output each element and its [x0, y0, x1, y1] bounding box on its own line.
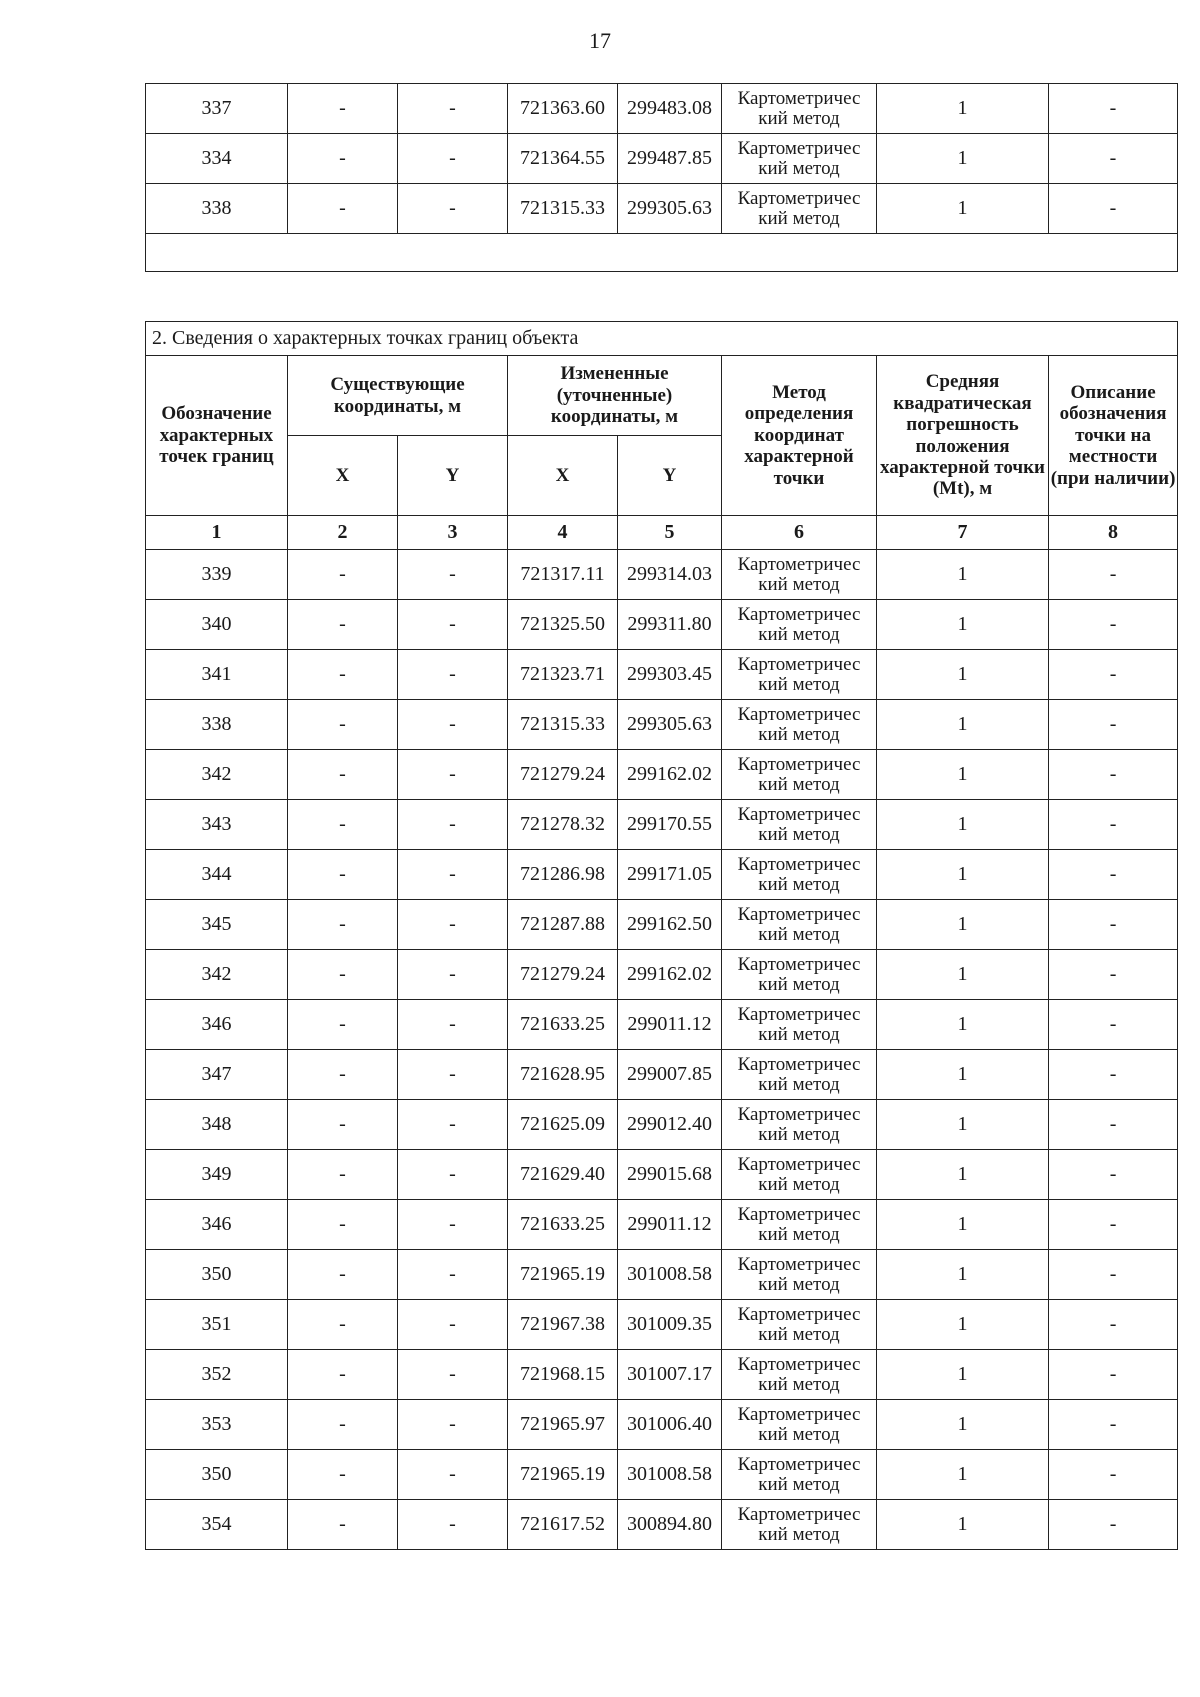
- cell-x-changed: 721363.60: [508, 84, 618, 134]
- cell-point: 338: [146, 184, 288, 234]
- cell-mt: 1: [877, 84, 1049, 134]
- cell-mt: 1: [877, 1250, 1049, 1300]
- cell-method: [722, 650, 877, 700]
- cell-x-existing: -: [288, 1000, 398, 1050]
- method-line-1: Картометричес: [737, 653, 861, 675]
- method-line-1: Картометричес: [737, 903, 861, 925]
- cell-mt: 1: [877, 1350, 1049, 1400]
- cell-method: [722, 84, 877, 134]
- cell-mt: 1: [877, 1000, 1049, 1050]
- cell-y-changed: 301009.35: [618, 1300, 722, 1350]
- cell-x-existing: -: [288, 850, 398, 900]
- cell-method: [722, 1200, 877, 1250]
- header-existing-coords: Существующие координаты, м: [288, 356, 508, 436]
- cell-mt: 1: [877, 600, 1049, 650]
- cell-y-existing: -: [398, 1300, 508, 1350]
- cell-y-changed: 299305.63: [618, 700, 722, 750]
- cell-y-changed: 301006.40: [618, 1400, 722, 1450]
- cell-x-existing: -: [288, 84, 398, 134]
- cell-x-changed: 721965.19: [508, 1450, 618, 1500]
- cell-description: -: [1049, 1200, 1178, 1250]
- cell-x-existing: -: [288, 550, 398, 600]
- cell-method: [722, 950, 877, 1000]
- cell-x-changed: 721629.40: [508, 1150, 618, 1200]
- table-row: [146, 1250, 1178, 1300]
- table-row: [146, 550, 1178, 600]
- cell-method: [722, 134, 877, 184]
- method-line-2: кий метод: [758, 1123, 840, 1145]
- method-line-2: кий метод: [758, 107, 840, 129]
- cell-description: -: [1049, 134, 1178, 184]
- cell-x-existing: -: [288, 800, 398, 850]
- cell-point: 345: [146, 900, 288, 950]
- cell-mt: 1: [877, 1400, 1049, 1450]
- cell-method: [722, 800, 877, 850]
- column-number: 4: [508, 516, 618, 550]
- method-line-2: кий метод: [758, 1323, 840, 1345]
- cell-y-existing: -: [398, 650, 508, 700]
- cell-x-changed: 721325.50: [508, 600, 618, 650]
- method-line-2: кий метод: [758, 1523, 840, 1545]
- method-line-1: Картометричес: [737, 1453, 861, 1475]
- header-y-changed: Y: [618, 436, 722, 516]
- cell-method: [722, 1050, 877, 1100]
- cell-method: [722, 850, 877, 900]
- cell-description: -: [1049, 84, 1178, 134]
- method-line-1: Картометричес: [737, 703, 861, 725]
- table-row: [146, 1000, 1178, 1050]
- table-row: [146, 184, 1178, 234]
- cell-method: [722, 1150, 877, 1200]
- cell-x-existing: -: [288, 1450, 398, 1500]
- table-row: [146, 1100, 1178, 1150]
- cell-y-existing: -: [398, 1450, 508, 1500]
- table-row: [146, 850, 1178, 900]
- cell-x-changed: 721633.25: [508, 1000, 618, 1050]
- cell-method: [722, 750, 877, 800]
- cell-y-existing: -: [398, 750, 508, 800]
- table-row: [146, 1400, 1178, 1450]
- cell-mt: 1: [877, 650, 1049, 700]
- cell-x-changed: 721617.52: [508, 1500, 618, 1550]
- cell-y-changed: 299314.03: [618, 550, 722, 600]
- cell-x-changed: 721364.55: [508, 134, 618, 184]
- method-line-2: кий метод: [758, 623, 840, 645]
- cell-y-existing: -: [398, 600, 508, 650]
- cell-y-changed: 299162.02: [618, 750, 722, 800]
- cell-method: [722, 1450, 877, 1500]
- cell-y-changed: 299162.02: [618, 950, 722, 1000]
- cell-method: [722, 1500, 877, 1550]
- method-line-2: кий метод: [758, 1023, 840, 1045]
- cell-mt: 1: [877, 1300, 1049, 1350]
- cell-mt: 1: [877, 950, 1049, 1000]
- cell-y-changed: 299011.12: [618, 1200, 722, 1250]
- cell-x-changed: 721965.97: [508, 1400, 618, 1450]
- cell-point: 349: [146, 1150, 288, 1200]
- cell-method: [722, 1400, 877, 1450]
- cell-x-changed: 721967.38: [508, 1300, 618, 1350]
- cell-description: -: [1049, 650, 1178, 700]
- continued-points-table: [145, 83, 1178, 272]
- cell-method: [722, 900, 877, 950]
- header-y-existing: Y: [398, 436, 508, 516]
- table-row: [146, 134, 1178, 184]
- column-number: 7: [877, 516, 1049, 550]
- method-line-2: кий метод: [758, 1073, 840, 1095]
- method-line-1: Картометричес: [737, 753, 861, 775]
- cell-method: [722, 1300, 877, 1350]
- cell-description: -: [1049, 900, 1178, 950]
- cell-description: -: [1049, 1000, 1178, 1050]
- page-number: 17: [589, 28, 611, 53]
- cell-x-existing: -: [288, 1100, 398, 1150]
- method-line-2: кий метод: [758, 973, 840, 995]
- cell-y-changed: 299483.08: [618, 84, 722, 134]
- cell-point: 350: [146, 1450, 288, 1500]
- cell-point: 339: [146, 550, 288, 600]
- table-footer-empty: [146, 234, 1178, 272]
- cell-point: 348: [146, 1100, 288, 1150]
- table-row: [146, 1150, 1178, 1200]
- cell-description: -: [1049, 700, 1178, 750]
- cell-description: -: [1049, 184, 1178, 234]
- cell-point: 344: [146, 850, 288, 900]
- cell-x-existing: -: [288, 900, 398, 950]
- cell-x-existing: -: [288, 700, 398, 750]
- cell-y-existing: -: [398, 800, 508, 850]
- boundary-points-table: [145, 321, 1178, 1550]
- cell-x-changed: 721968.15: [508, 1350, 618, 1400]
- table-row: [146, 84, 1178, 134]
- cell-point: 337: [146, 84, 288, 134]
- cell-mt: 1: [877, 1500, 1049, 1550]
- cell-mt: 1: [877, 900, 1049, 950]
- method-line-1: Картометричес: [737, 1203, 861, 1225]
- cell-mt: 1: [877, 1100, 1049, 1150]
- cell-y-changed: 299303.45: [618, 650, 722, 700]
- method-line-2: кий метод: [758, 1273, 840, 1295]
- method-line-1: Картометричес: [737, 553, 861, 575]
- method-line-2: кий метод: [758, 823, 840, 845]
- cell-y-existing: -: [398, 950, 508, 1000]
- cell-y-changed: 299311.80: [618, 600, 722, 650]
- cell-x-existing: -: [288, 950, 398, 1000]
- method-line-2: кий метод: [758, 573, 840, 595]
- header-x-existing: X: [288, 436, 398, 516]
- cell-method: [722, 1250, 877, 1300]
- cell-description: -: [1049, 1500, 1178, 1550]
- method-line-1: Картометричес: [737, 953, 861, 975]
- cell-method: [722, 1100, 877, 1150]
- cell-x-existing: -: [288, 1250, 398, 1300]
- method-line-2: кий метод: [758, 1423, 840, 1445]
- cell-y-changed: 301008.58: [618, 1450, 722, 1500]
- cell-point: 350: [146, 1250, 288, 1300]
- column-number: 8: [1049, 516, 1178, 550]
- cell-description: -: [1049, 600, 1178, 650]
- cell-x-changed: 721628.95: [508, 1050, 618, 1100]
- cell-x-existing: -: [288, 1150, 398, 1200]
- header-mt: Средняя квадратическая погрешность положения характерной точки (Mt), м: [877, 356, 1049, 516]
- cell-x-changed: 721315.33: [508, 184, 618, 234]
- cell-x-existing: -: [288, 1200, 398, 1250]
- method-line-2: кий метод: [758, 923, 840, 945]
- method-line-1: Картометричес: [737, 1003, 861, 1025]
- cell-x-existing: -: [288, 1500, 398, 1550]
- cell-mt: 1: [877, 750, 1049, 800]
- cell-x-changed: 721633.25: [508, 1200, 618, 1250]
- cell-x-existing: -: [288, 1050, 398, 1100]
- header-changed-coords: Измененные (уточненные) координаты, м: [508, 356, 722, 436]
- cell-y-existing: -: [398, 1200, 508, 1250]
- cell-mt: 1: [877, 1200, 1049, 1250]
- cell-y-changed: 299171.05: [618, 850, 722, 900]
- column-number: 1: [146, 516, 288, 550]
- cell-point: 352: [146, 1350, 288, 1400]
- table-row: [146, 1350, 1178, 1400]
- method-line-2: кий метод: [758, 873, 840, 895]
- cell-y-existing: -: [398, 134, 508, 184]
- cell-x-existing: -: [288, 1350, 398, 1400]
- cell-x-changed: 721278.32: [508, 800, 618, 850]
- cell-point: 340: [146, 600, 288, 650]
- method-line-2: кий метод: [758, 1223, 840, 1245]
- cell-description: -: [1049, 1450, 1178, 1500]
- cell-x-changed: 721279.24: [508, 750, 618, 800]
- cell-description: -: [1049, 1300, 1178, 1350]
- cell-description: -: [1049, 1350, 1178, 1400]
- method-line-1: Картометричес: [737, 87, 861, 109]
- cell-method: [722, 1000, 877, 1050]
- cell-description: -: [1049, 1250, 1178, 1300]
- cell-x-changed: 721287.88: [508, 900, 618, 950]
- method-line-2: кий метод: [758, 1173, 840, 1195]
- cell-description: -: [1049, 550, 1178, 600]
- table-row: [146, 1200, 1178, 1250]
- cell-point: 353: [146, 1400, 288, 1450]
- cell-mt: 1: [877, 700, 1049, 750]
- cell-mt: 1: [877, 850, 1049, 900]
- method-line-1: Картометричес: [737, 1403, 861, 1425]
- method-line-1: Картометричес: [737, 1353, 861, 1375]
- section-title: 2. Сведения о характерных точках границ объекта: [146, 322, 1178, 356]
- header-description: Описание обозначения точки на местности (при наличии): [1049, 356, 1178, 516]
- table-row: [146, 1300, 1178, 1350]
- cell-description: -: [1049, 1400, 1178, 1450]
- table-row: [146, 1500, 1178, 1550]
- method-line-2: кий метод: [758, 157, 840, 179]
- cell-y-existing: -: [398, 550, 508, 600]
- cell-point: 338: [146, 700, 288, 750]
- cell-point: 342: [146, 750, 288, 800]
- method-line-2: кий метод: [758, 1373, 840, 1395]
- cell-y-changed: 299162.50: [618, 900, 722, 950]
- table-row: [146, 950, 1178, 1000]
- cell-method: [722, 550, 877, 600]
- method-line-1: Картометричес: [737, 137, 861, 159]
- method-line-1: Картометричес: [737, 1053, 861, 1075]
- cell-description: -: [1049, 800, 1178, 850]
- cell-mt: 1: [877, 184, 1049, 234]
- column-number: 3: [398, 516, 508, 550]
- cell-x-existing: -: [288, 650, 398, 700]
- cell-point: 354: [146, 1500, 288, 1550]
- table-row: [146, 900, 1178, 950]
- cell-y-existing: -: [398, 900, 508, 950]
- cell-y-changed: 300894.80: [618, 1500, 722, 1550]
- cell-point: 347: [146, 1050, 288, 1100]
- cell-point: 346: [146, 1200, 288, 1250]
- cell-y-existing: -: [398, 1500, 508, 1550]
- table-row: [146, 700, 1178, 750]
- table-row: [146, 1050, 1178, 1100]
- table-row: [146, 1450, 1178, 1500]
- cell-point: 351: [146, 1300, 288, 1350]
- header-x-changed: X: [508, 436, 618, 516]
- table-row: [146, 600, 1178, 650]
- method-line-2: кий метод: [758, 1473, 840, 1495]
- header-method: Метод определения координат характерной точки: [722, 356, 877, 516]
- cell-point: 346: [146, 1000, 288, 1050]
- cell-y-existing: -: [398, 850, 508, 900]
- cell-method: [722, 700, 877, 750]
- method-line-1: Картометричес: [737, 187, 861, 209]
- cell-method: [722, 184, 877, 234]
- cell-description: -: [1049, 950, 1178, 1000]
- cell-y-existing: -: [398, 1000, 508, 1050]
- cell-x-existing: -: [288, 1300, 398, 1350]
- method-line-1: Картометричес: [737, 1153, 861, 1175]
- cell-mt: 1: [877, 1050, 1049, 1100]
- cell-y-existing: -: [398, 1350, 508, 1400]
- method-line-1: Картометричес: [737, 1503, 861, 1525]
- table-row: [146, 750, 1178, 800]
- column-number: 5: [618, 516, 722, 550]
- method-line-1: Картометричес: [737, 1253, 861, 1275]
- method-line-2: кий метод: [758, 723, 840, 745]
- cell-x-changed: 721315.33: [508, 700, 618, 750]
- column-number: 6: [722, 516, 877, 550]
- cell-x-changed: 721323.71: [508, 650, 618, 700]
- cell-mt: 1: [877, 800, 1049, 850]
- method-line-2: кий метод: [758, 207, 840, 229]
- method-line-1: Картометричес: [737, 853, 861, 875]
- column-number: 2: [288, 516, 398, 550]
- cell-description: -: [1049, 1100, 1178, 1150]
- cell-description: -: [1049, 750, 1178, 800]
- cell-x-existing: -: [288, 134, 398, 184]
- cell-x-changed: 721625.09: [508, 1100, 618, 1150]
- cell-y-changed: 301007.17: [618, 1350, 722, 1400]
- cell-y-existing: -: [398, 184, 508, 234]
- cell-y-existing: -: [398, 1150, 508, 1200]
- cell-description: -: [1049, 1050, 1178, 1100]
- table-row: [146, 800, 1178, 850]
- cell-point: 334: [146, 134, 288, 184]
- cell-y-changed: 299487.85: [618, 134, 722, 184]
- cell-y-changed: 299012.40: [618, 1100, 722, 1150]
- cell-y-existing: -: [398, 1400, 508, 1450]
- method-line-1: Картометричес: [737, 1103, 861, 1125]
- cell-y-changed: 299007.85: [618, 1050, 722, 1100]
- cell-y-existing: -: [398, 700, 508, 750]
- cell-description: -: [1049, 1150, 1178, 1200]
- cell-y-existing: -: [398, 1250, 508, 1300]
- cell-x-changed: 721965.19: [508, 1250, 618, 1300]
- cell-y-existing: -: [398, 1050, 508, 1100]
- cell-y-changed: 299011.12: [618, 1000, 722, 1050]
- cell-x-existing: -: [288, 600, 398, 650]
- cell-x-existing: -: [288, 184, 398, 234]
- cell-y-changed: 299305.63: [618, 184, 722, 234]
- cell-mt: 1: [877, 550, 1049, 600]
- cell-description: -: [1049, 850, 1178, 900]
- cell-x-existing: -: [288, 750, 398, 800]
- cell-mt: 1: [877, 1450, 1049, 1500]
- cell-y-changed: 299015.68: [618, 1150, 722, 1200]
- cell-method: [722, 1350, 877, 1400]
- method-line-1: Картометричес: [737, 803, 861, 825]
- table-row: [146, 650, 1178, 700]
- cell-x-changed: 721317.11: [508, 550, 618, 600]
- cell-point: 343: [146, 800, 288, 850]
- cell-y-changed: 301008.58: [618, 1250, 722, 1300]
- method-line-2: кий метод: [758, 673, 840, 695]
- method-line-1: Картометричес: [737, 603, 861, 625]
- cell-x-existing: -: [288, 1400, 398, 1450]
- cell-x-changed: 721286.98: [508, 850, 618, 900]
- cell-y-existing: -: [398, 84, 508, 134]
- cell-y-changed: 299170.55: [618, 800, 722, 850]
- cell-method: [722, 600, 877, 650]
- cell-point: 341: [146, 650, 288, 700]
- header-point: Обозначение характерных точек границ: [146, 356, 288, 516]
- method-line-1: Картометричес: [737, 1303, 861, 1325]
- cell-point: 342: [146, 950, 288, 1000]
- cell-mt: 1: [877, 1150, 1049, 1200]
- cell-mt: 1: [877, 134, 1049, 184]
- method-line-2: кий метод: [758, 773, 840, 795]
- cell-x-changed: 721279.24: [508, 950, 618, 1000]
- cell-y-existing: -: [398, 1100, 508, 1150]
